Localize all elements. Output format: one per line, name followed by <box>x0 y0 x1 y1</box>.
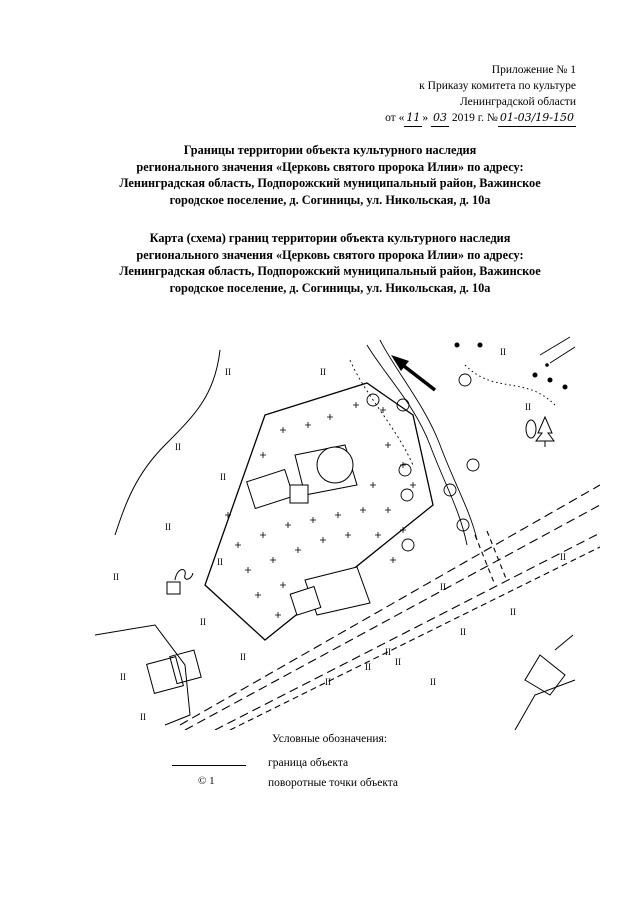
left-contour <box>115 350 220 535</box>
corner-hatch <box>540 337 575 363</box>
grass-mark: II <box>440 582 446 592</box>
outbuilding-right <box>515 635 575 730</box>
appendix-region: Ленинградской области <box>459 96 576 108</box>
heading1-line4: городское поселение, д. Согиницы, ул. Никольская, д. 10а <box>169 192 491 207</box>
legend-points-label: поворотные точки объекта <box>268 777 399 789</box>
date-day: 11 <box>404 110 422 127</box>
order-number: 01-03/19-150 <box>498 110 576 127</box>
grass-mark: II <box>240 652 246 662</box>
heading2-line4: городское поселение, д. Согиницы, ул. Никольская, д. 10а <box>169 280 491 295</box>
heading1-line1: Границы территории объекта культурного наследия <box>183 143 477 157</box>
black-markers <box>455 343 568 390</box>
date-prefix: от « <box>385 112 405 124</box>
heading2-line3: Ленинградская область, Подпорожский муниципальный район, Важинское <box>119 264 541 278</box>
stream <box>350 340 477 545</box>
church-building <box>247 445 370 615</box>
grass-mark: II <box>525 402 531 412</box>
date-year: 2019 г. № <box>451 112 498 124</box>
date-month: 03 <box>431 110 449 127</box>
road <box>180 485 600 730</box>
grass-mark: II <box>165 522 171 532</box>
legend-boundary-symbol <box>172 765 246 766</box>
grass-mark: II <box>365 662 371 672</box>
legend-title: Условные обозначения: <box>272 733 388 745</box>
grass-mark: II <box>460 627 466 637</box>
heading1-line2: регионального значения «Церковь святого пророка Илии» по адресу: <box>136 159 524 174</box>
appendix-title: Приложение № 1 <box>491 64 576 76</box>
territory-map <box>95 335 600 730</box>
grass-mark: II <box>320 367 326 377</box>
grass-mark: II <box>560 552 566 562</box>
conifer-icon <box>526 417 554 447</box>
grass-mark: II <box>385 647 391 657</box>
appendix-date-line <box>380 110 576 127</box>
grass-mark: II <box>395 657 401 667</box>
grass-mark: II <box>325 677 331 687</box>
grass-mark: II <box>225 367 231 377</box>
grass-mark: II <box>200 617 206 627</box>
date-mid: » <box>422 112 429 124</box>
grass-mark: II <box>510 607 516 617</box>
boundaries-heading <box>70 142 590 208</box>
north-arrow-icon <box>391 355 435 390</box>
grass-mark: II <box>175 442 181 452</box>
map-heading <box>70 230 590 296</box>
grass-mark: II <box>217 557 223 567</box>
heading2-line1: Карта (схема) границ территории объекта культурного наследия <box>149 231 511 245</box>
grass-mark: II <box>220 472 226 482</box>
grass-mark: II <box>113 572 119 582</box>
appendix-order: к Приказу комитета по культуре <box>419 80 576 92</box>
heading1-line3: Ленинградская область, Подпорожский муниципальный район, Важинское <box>119 176 541 190</box>
dotted-contour <box>465 365 555 405</box>
legend-point-symbol: © 1 <box>198 775 215 787</box>
grass-mark: II <box>430 677 436 687</box>
outbuilding <box>95 570 201 725</box>
grass-mark: II <box>140 712 146 722</box>
heading2-line2: регионального значения «Церковь святого пророка Илии» по адресу: <box>136 247 524 262</box>
grass-mark: II <box>120 672 126 682</box>
legend-boundary-label: граница объекта <box>268 757 349 769</box>
grass-mark: II <box>500 347 506 357</box>
appendix-block <box>380 62 576 127</box>
